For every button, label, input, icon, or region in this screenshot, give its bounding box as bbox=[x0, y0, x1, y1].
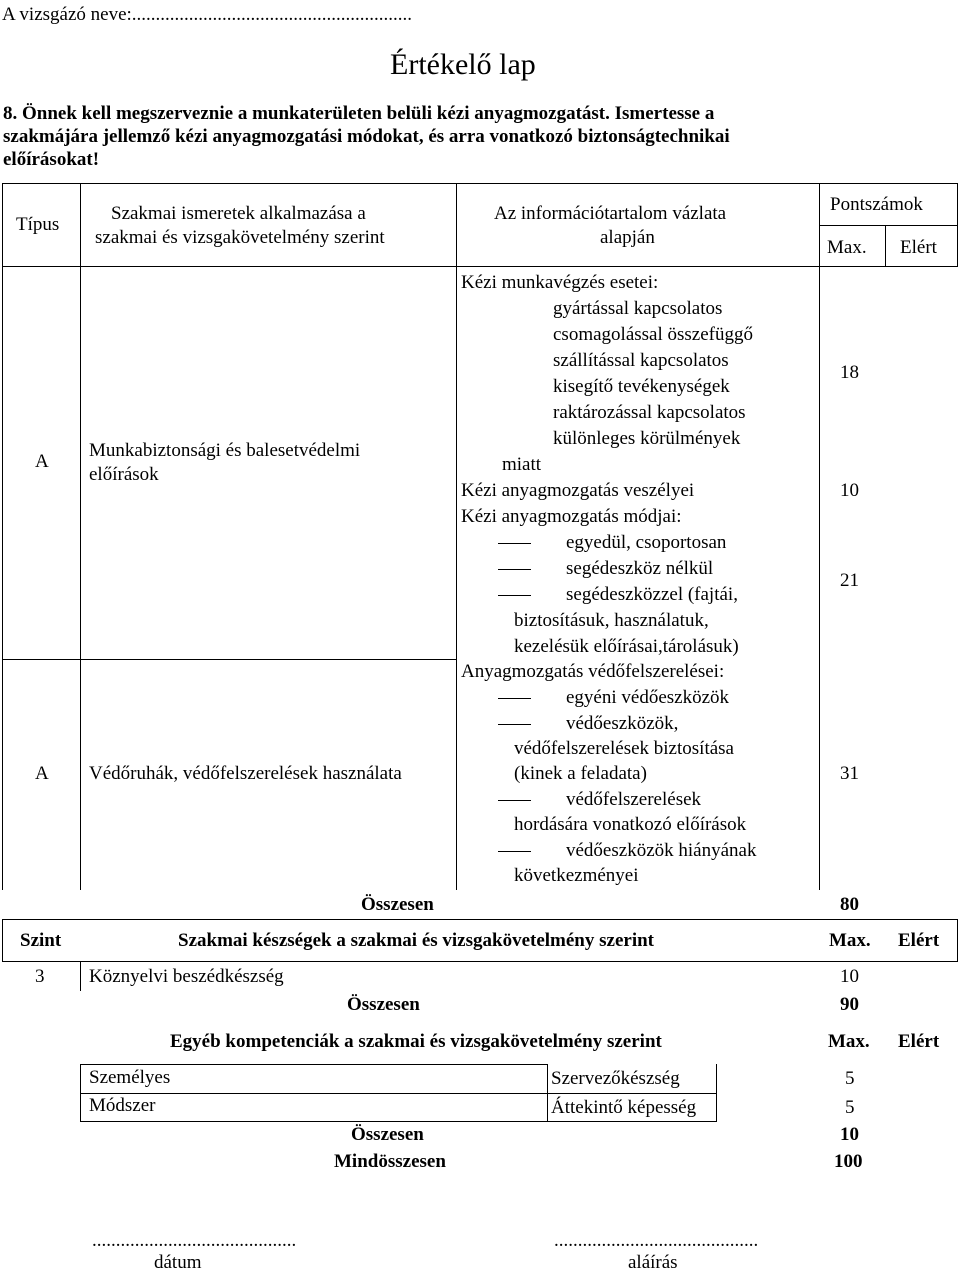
table3-right-mid bbox=[547, 1093, 717, 1094]
col-header-knowledge-1: Szakmai ismeretek alkalmazása a bbox=[111, 203, 366, 224]
info-sub-with-tool: segédeszközzel (fajtái, bbox=[566, 584, 738, 605]
table3-total-value: 10 bbox=[840, 1124, 859, 1145]
row2-type: A bbox=[35, 763, 49, 784]
task-line-2: szakmájára jellemző kézi anyagmozgatási módokat, és arra vonatkozó biztonságtechnikai bbox=[3, 126, 730, 147]
page-title: Értékelő lap bbox=[390, 48, 536, 81]
table3-left-border bbox=[80, 1064, 81, 1121]
dash-bullet bbox=[498, 698, 531, 699]
col-header-achieved: Elért bbox=[900, 237, 937, 258]
table1-col-divider-2 bbox=[456, 183, 457, 890]
info-protective-equipment: Anyagmozgatás védőfelszerelései: bbox=[461, 661, 725, 682]
competency-personal: Személyes bbox=[89, 1067, 171, 1088]
info-sub-tail: miatt bbox=[502, 454, 542, 475]
info-sub-special: különleges körülmények bbox=[553, 428, 741, 449]
signature-label: aláírás bbox=[628, 1252, 678, 1273]
col-header-knowledge-2: szakmai és vizsgakövetelmény szerint bbox=[95, 227, 385, 248]
skill-level: 3 bbox=[35, 966, 45, 987]
competency-method: Módszer bbox=[89, 1095, 156, 1116]
info-sub-consequences: következményei bbox=[514, 865, 639, 886]
grand-total-value: 100 bbox=[834, 1151, 863, 1172]
table2-border-left bbox=[2, 919, 3, 961]
max-protective-equipment: 31 bbox=[840, 763, 859, 784]
task-line-3: előírásokat! bbox=[3, 149, 100, 170]
info-sub-storage: raktározással kapcsolatos bbox=[553, 402, 746, 423]
info-sub-production: gyártással kapcsolatos bbox=[553, 298, 723, 319]
grand-total-label: Mindösszesen bbox=[334, 1151, 446, 1172]
info-manual-handling-modes: Kézi anyagmozgatás módjai: bbox=[461, 506, 682, 527]
table1-col-divider-4 bbox=[885, 225, 886, 266]
col-header-points: Pontszámok bbox=[830, 194, 923, 215]
max-manual-handling-hazards: 10 bbox=[840, 480, 859, 501]
info-sub-personal-protective: egyéni védőeszközök bbox=[566, 687, 730, 708]
row1-knowledge-2: előírások bbox=[89, 464, 159, 485]
competency-organizing: Szervezőkészség bbox=[551, 1068, 680, 1089]
col-header-info-2: alapján bbox=[600, 227, 655, 248]
info-manual-work-cases: Kézi munkavégzés esetei: bbox=[461, 272, 659, 293]
table1-total-value: 80 bbox=[840, 894, 859, 915]
col-header-skills: Szakmai készségek a szakmai és vizsgakövetelmény szerint bbox=[178, 930, 654, 951]
info-manual-handling-hazards: Kézi anyagmozgatás veszélyei bbox=[461, 480, 695, 501]
table1-border-top bbox=[2, 183, 958, 184]
info-sub-alone-group: egyedül, csoportosan bbox=[566, 532, 727, 553]
table3-right-bottom bbox=[547, 1121, 717, 1122]
date-label: dátum bbox=[154, 1252, 202, 1273]
col-header-max-2: Max. bbox=[829, 930, 871, 951]
info-sub-packaging: csomagolással összefüggő bbox=[553, 324, 753, 345]
row1-knowledge-1: Munkabiztonsági és balesetvédelmi bbox=[89, 440, 361, 461]
table2-border-top bbox=[2, 919, 958, 920]
dash-bullet bbox=[498, 569, 531, 570]
max-manual-handling-modes: 21 bbox=[840, 570, 859, 591]
date-dots: ........................................... bbox=[92, 1230, 297, 1251]
table2-total-value: 90 bbox=[840, 994, 859, 1015]
info-sub-with-tool-cont-1: biztosításuk, használatuk, bbox=[514, 610, 709, 631]
table3-left-bottom bbox=[80, 1121, 548, 1122]
info-sub-without-tool: segédeszköz nélkül bbox=[566, 558, 714, 579]
info-sub-protective-equipment: védőfelszerelések bbox=[566, 789, 702, 810]
table2-header-bottom bbox=[2, 961, 958, 962]
table1-col-divider-1 bbox=[80, 183, 81, 890]
col-header-info-1: Az információtartalom vázlata bbox=[494, 203, 727, 224]
col-header-achieved-2: Elért bbox=[898, 930, 940, 951]
table1-header-bottom bbox=[2, 266, 958, 267]
col-header-max: Max. bbox=[827, 237, 867, 258]
table1-col-divider-3 bbox=[819, 183, 820, 890]
dash-bullet bbox=[498, 800, 531, 801]
table2-border-right bbox=[957, 919, 958, 961]
table3-total-label: Összesen bbox=[351, 1124, 424, 1145]
competency-overview: Áttekintő képesség bbox=[551, 1097, 697, 1118]
skill-max: 10 bbox=[840, 966, 859, 987]
col-header-max-3: Max. bbox=[828, 1031, 870, 1052]
info-sub-lack-of-tools: védőeszközök hiányának bbox=[566, 840, 757, 861]
competency-overview-max: 5 bbox=[845, 1097, 855, 1118]
info-sub-transport: szállítással kapcsolatos bbox=[553, 350, 729, 371]
info-sub-wearing-rules: hordására vonatkozó előírások bbox=[514, 814, 747, 835]
info-sub-auxiliary: kisegítő tevékenységek bbox=[553, 376, 730, 397]
signature-dots: ........................................... bbox=[554, 1230, 759, 1251]
table3-left-top bbox=[80, 1064, 548, 1065]
dash-bullet bbox=[498, 595, 531, 596]
info-sub-protective-tools: védőeszközök, bbox=[566, 713, 679, 734]
max-manual-work-cases: 18 bbox=[840, 362, 859, 383]
col-header-other-competencies: Egyéb kompetenciák a szakmai és vizsgakövetelmény szerint bbox=[170, 1031, 662, 1052]
competency-organizing-max: 5 bbox=[845, 1068, 855, 1089]
dash-bullet bbox=[498, 724, 531, 725]
skill-name: Köznyelvi beszédkészség bbox=[89, 966, 284, 987]
table2-level-divider bbox=[80, 961, 81, 991]
table1-border-left bbox=[2, 183, 3, 890]
table3-left-mid bbox=[80, 1093, 548, 1094]
table1-total-label: Összesen bbox=[361, 894, 434, 915]
table1-border-right bbox=[957, 183, 958, 267]
examinee-name-field: A vizsgázó neve:........................................................... bbox=[2, 4, 413, 25]
dash-bullet bbox=[498, 851, 531, 852]
table1-row-divider bbox=[2, 659, 457, 660]
table2-total-label: Összesen bbox=[347, 994, 420, 1015]
table1-points-divider bbox=[819, 225, 958, 226]
row1-type: A bbox=[35, 451, 49, 472]
table3-right-border bbox=[716, 1064, 717, 1121]
col-header-level: Szint bbox=[20, 930, 62, 951]
col-header-type: Típus bbox=[16, 214, 60, 235]
info-sub-protective-provision: védőfelszerelések biztosítása bbox=[514, 738, 734, 759]
dash-bullet bbox=[498, 543, 531, 544]
task-line-1: 8. Önnek kell megszerveznie a munkaterületen belüli kézi anyagmozgatást. Ismertesse a bbox=[3, 103, 715, 124]
info-sub-with-tool-cont-2: kezelésük előírásai,tárolásuk) bbox=[514, 636, 739, 657]
info-sub-whose-task: (kinek a feladata) bbox=[514, 763, 647, 784]
row2-knowledge: Védőruhák, védőfelszerelések használata bbox=[89, 763, 402, 784]
col-header-achieved-3: Elért bbox=[898, 1031, 940, 1052]
